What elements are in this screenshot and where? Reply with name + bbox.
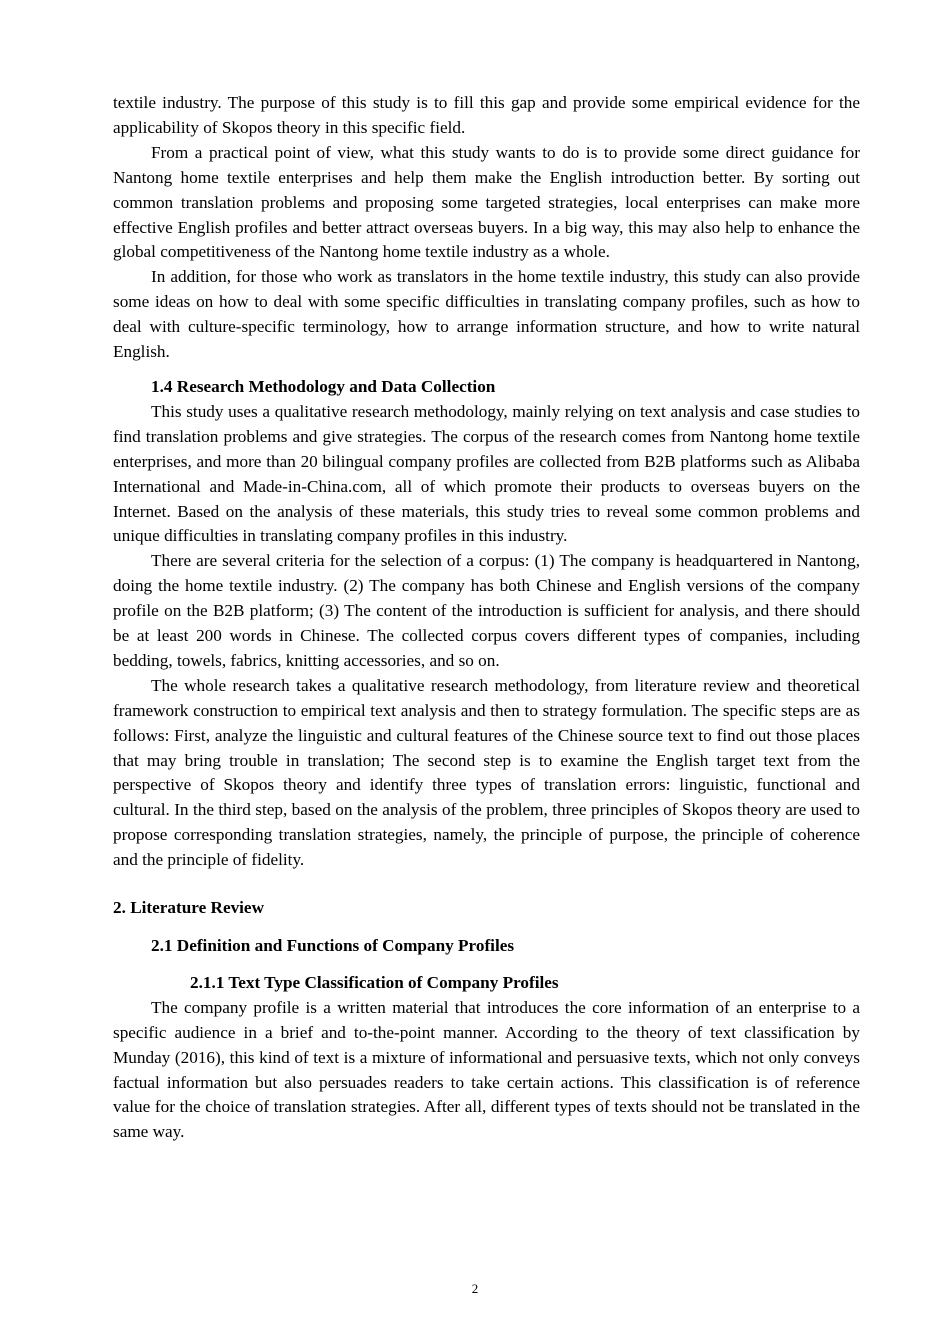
section-heading: 2.1 Definition and Functions of Company Profiles [151, 936, 515, 955]
document-body [113, 91, 860, 1145]
page-number: 2 [471, 1281, 479, 1296]
paragraph: textile industry. The purpose of this study is to fill this gap and provide some empirical evidence for the applicability of Skopos theory in this specific field. [113, 93, 860, 137]
paragraph: There are several criteria for the selection of a corpus: (1) The company is headquartered in Nantong, doing the home textile industry. (2) The company has both Chinese and English versions of the company profile on the B2B platform; (3) The content of the introduction is sufficient for analysis, and there should be at least 200 words in Chinese. The collected corpus covers different types of companies, including bedding, towels, fabrics, knitting accessories, and so on. [113, 551, 860, 670]
paragraph: The company profile is a written material that introduces the core information of an enterprise to a specific audience in a brief and to-the-point manner. According to the theory of text classification by Munday (2016), this kind of text is a mixture of informational and persuasive texts, which not only conveys factual information but also persuades readers to take certain actions. This classification is of reference value for the choice of translation strategies. After all, different types of texts should not be translated in the same way. [113, 997, 860, 1142]
section-heading: 1.4 Research Methodology and Data Collection [151, 376, 496, 396]
subsection-heading: 2.1.1 Text Type Classification of Company Profiles [190, 972, 559, 992]
chapter-heading: 2. Literature Review [113, 898, 264, 918]
paragraph: This study uses a qualitative research methodology, mainly relying on text analysis and case studies to find translation problems and give strategies. The corpus of the research comes from Nantong home textile enterprises, and more than 20 bilingual company profiles are collected from B2B platforms such as Alibaba International and Made-in-China.com, all of which promote their products to overseas buyers on the Internet. Based on the analysis of these materials, this study tries to reveal some common problems and unique difficulties in translating company profiles in this industry. [113, 401, 860, 546]
paragraph: In addition, for those who work as translators in the home textile industry, this study can also provide some ideas on how to deal with some specific difficulties in translating company profiles, such as how to deal with culture-specific terminology, how to arrange information structure, and how to write natural English. [113, 267, 860, 362]
paragraph: From a practical point of view, what this study wants to do is to provide some direct guidance for Nantong home textile enterprises and help them make the English introduction better. By sorting out common translation problems and proposing some targeted strategies, local enterprises can make more effective English profiles and better attract overseas buyers. In a big way, this may also help to enhance the global competitiveness of the Nantong home textile industry as a whole. [113, 142, 860, 262]
paragraph: The whole research takes a qualitative research methodology, from literature review and theoretical framework construction to empirical text analysis and then to strategy formulation. The specific steps are as follows: First, analyze the linguistic and cultural features of the Chinese source text to find out those places that may bring trouble in translation; The second step is to examine the English target text from the perspective of Skopos theory and identify three types of translation errors: linguistic, functional and cultural. In the third step, based on the analysis of the problem, three principles of Skopos theory are used to propose corresponding translation strategies, namely, the principle of purpose, the principle of coherence and the principle of fidelity. [113, 675, 860, 870]
